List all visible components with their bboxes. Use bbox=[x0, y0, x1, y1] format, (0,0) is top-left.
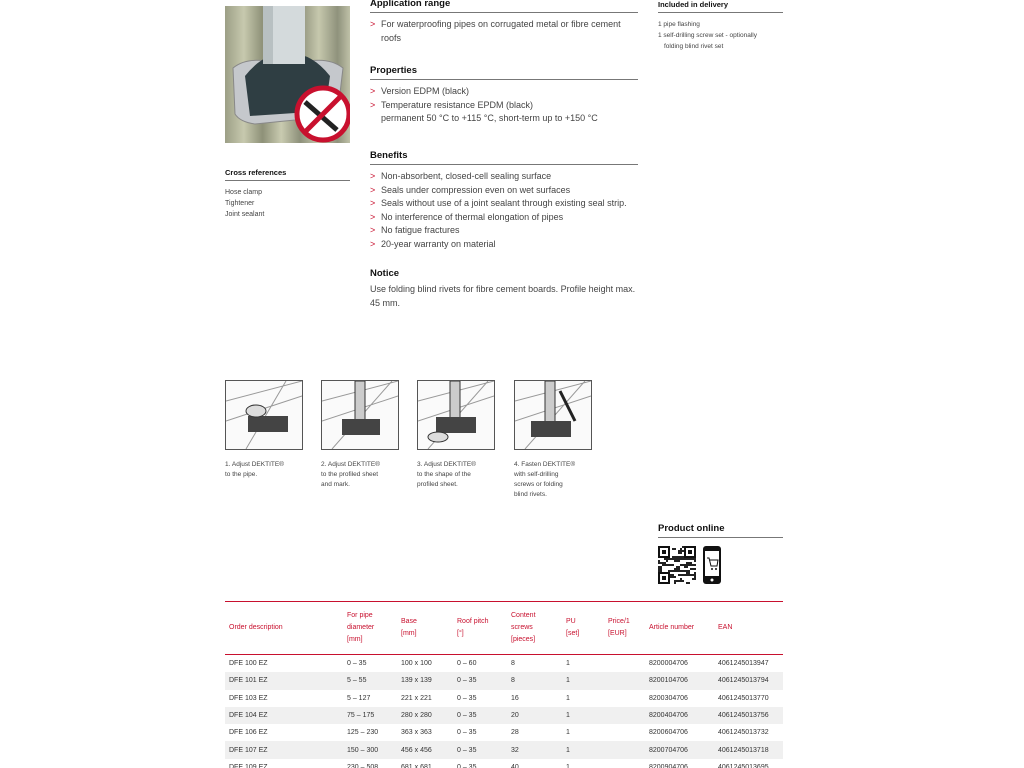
table-row[interactable] bbox=[225, 672, 783, 689]
step-1 bbox=[225, 380, 315, 480]
table-cell: 4061245013947 bbox=[718, 660, 769, 668]
table-cell: 4061245013695 bbox=[718, 763, 769, 768]
table-cell bbox=[604, 759, 645, 768]
table-row[interactable] bbox=[225, 707, 783, 724]
column-header-line: For pipe bbox=[347, 612, 373, 619]
table-cell: 0 – 35 bbox=[457, 729, 477, 737]
table-cell bbox=[604, 672, 645, 689]
notice-section bbox=[370, 268, 638, 310]
table-cell: 221 x 221 bbox=[401, 694, 432, 702]
table-cell: 125 – 230 bbox=[347, 729, 379, 737]
bullet-text: Temperature resistance EPDM (black) bbox=[381, 99, 534, 110]
qr-code-icon[interactable] bbox=[658, 546, 696, 584]
step-caption: 1. Adjust DEKTITE® bbox=[225, 461, 284, 468]
column-header bbox=[397, 602, 453, 655]
included-item: 1 pipe flashing bbox=[658, 21, 700, 28]
table-row[interactable] bbox=[225, 724, 783, 741]
column-header-line: PU bbox=[566, 618, 576, 625]
cross-reference-item[interactable]: Tightener bbox=[225, 200, 255, 207]
step-2-illustration bbox=[321, 380, 399, 450]
column-header bbox=[562, 602, 604, 655]
order-table bbox=[225, 601, 783, 768]
column-header-line: Order description bbox=[229, 624, 283, 631]
step-caption: to the profiled sheet bbox=[321, 471, 379, 478]
column-header bbox=[225, 602, 343, 655]
included-item: folding blind rivet set bbox=[664, 43, 724, 50]
benefits-title: Benefits bbox=[370, 150, 638, 165]
column-header-line: [pieces] bbox=[511, 636, 536, 643]
column-header-line: EAN bbox=[718, 624, 733, 631]
table-cell: 0 – 35 bbox=[347, 660, 367, 668]
step-caption: 3. Adjust DEKTITE® bbox=[417, 461, 476, 468]
column-header bbox=[645, 602, 714, 655]
table-cell: 4061245013718 bbox=[718, 746, 769, 754]
table-cell: 1 bbox=[566, 677, 570, 685]
table-row[interactable] bbox=[225, 690, 783, 707]
step-caption: with self-drilling bbox=[514, 471, 559, 478]
bullet-item: > No interference of thermal elongation of pipes bbox=[370, 211, 638, 225]
notice-text: Use folding blind rivets for fibre cement boards. Profile height max. 45 mm. bbox=[370, 284, 636, 308]
table-cell: 28 bbox=[511, 729, 519, 737]
step-caption: to the shape of the bbox=[417, 471, 471, 478]
table-cell: 1 bbox=[566, 694, 570, 702]
step-3 bbox=[417, 380, 507, 490]
table-cell: 5 – 127 bbox=[347, 694, 371, 702]
step-4-illustration bbox=[514, 380, 592, 450]
table-cell: 456 x 456 bbox=[401, 746, 432, 754]
table-cell: 75 – 175 bbox=[347, 712, 375, 720]
table-body bbox=[225, 655, 783, 768]
table-cell: 32 bbox=[511, 746, 519, 754]
product-online-title: Product online bbox=[658, 523, 783, 538]
table-cell: 8200704706 bbox=[649, 746, 688, 754]
table-cell: 8200104706 bbox=[649, 677, 688, 685]
column-header-line: diameter bbox=[347, 624, 375, 631]
column-header bbox=[507, 602, 562, 655]
table-cell: 8200304706 bbox=[649, 694, 688, 702]
step-1-illustration bbox=[225, 380, 303, 450]
table-cell: DFE 103 EZ bbox=[229, 694, 268, 702]
column-header bbox=[604, 602, 645, 655]
included-section bbox=[658, 0, 783, 52]
table-cell: 139 x 139 bbox=[401, 677, 432, 685]
column-header-line: Base bbox=[401, 618, 417, 625]
table-cell bbox=[604, 655, 645, 673]
table-cell: 230 – 508 bbox=[347, 763, 379, 768]
table-cell: DFE 109 EZ bbox=[229, 763, 268, 768]
step-caption: to the pipe. bbox=[225, 471, 258, 478]
table-cell: 16 bbox=[511, 694, 519, 702]
table-cell: 20 bbox=[511, 712, 519, 720]
table-cell: 0 – 35 bbox=[457, 763, 477, 768]
application-range-section bbox=[370, 0, 638, 45]
cross-reference-item[interactable]: Joint sealant bbox=[225, 211, 265, 218]
table-cell: 4061245013770 bbox=[718, 694, 769, 702]
notice-title: Notice bbox=[370, 268, 400, 279]
table-cell: 0 – 35 bbox=[457, 746, 477, 754]
table-cell: 8200404706 bbox=[649, 712, 688, 720]
table-cell: 681 x 681 bbox=[401, 763, 432, 768]
cross-references-title: Cross references bbox=[225, 168, 350, 181]
table-cell: 1 bbox=[566, 660, 570, 668]
table-cell: DFE 107 EZ bbox=[229, 746, 268, 754]
column-header-line: Content bbox=[511, 612, 536, 619]
table-header-row bbox=[225, 602, 783, 655]
step-4 bbox=[514, 380, 604, 500]
step-caption: profiled sheet. bbox=[417, 481, 458, 488]
column-header-line: [EUR] bbox=[608, 630, 627, 637]
application-range-title: Application range bbox=[370, 0, 638, 13]
table-cell: 8200604706 bbox=[649, 729, 688, 737]
cross-references-section bbox=[225, 168, 350, 220]
table-cell: 1 bbox=[566, 746, 570, 754]
table-cell: 8200904706 bbox=[649, 763, 688, 768]
column-header-line: Roof pitch bbox=[457, 618, 489, 625]
table-cell: 100 x 100 bbox=[401, 660, 432, 668]
column-header-line: [set] bbox=[566, 630, 580, 637]
bullet-item: > No fatigue fractures bbox=[370, 224, 638, 238]
column-header-line: [mm] bbox=[401, 630, 417, 637]
bullet-item: > Non-absorbent, closed-cell sealing surface bbox=[370, 170, 638, 184]
column-header-line: Article number bbox=[649, 624, 695, 631]
table-cell bbox=[604, 741, 645, 758]
table-cell: 4061245013732 bbox=[718, 729, 769, 737]
table-cell: 1 bbox=[566, 763, 570, 768]
properties-section bbox=[370, 65, 638, 126]
table-cell: DFE 104 EZ bbox=[229, 712, 268, 720]
table-cell: DFE 101 EZ bbox=[229, 677, 268, 685]
column-header bbox=[714, 602, 783, 655]
smartphone-cart-icon[interactable] bbox=[702, 546, 722, 584]
step-2 bbox=[321, 380, 411, 490]
bullet-item: > Version EDPM (black) bbox=[370, 85, 638, 99]
table-cell: 363 x 363 bbox=[401, 729, 432, 737]
step-caption: 4. Fasten DEKTITE® bbox=[514, 461, 576, 468]
step-caption: blind rivets. bbox=[514, 491, 547, 498]
step-caption: 2. Adjust DEKTITE® bbox=[321, 461, 380, 468]
table-cell: 0 – 35 bbox=[457, 694, 477, 702]
table-cell bbox=[604, 707, 645, 724]
table-cell: 4061245013794 bbox=[718, 677, 769, 685]
table-row[interactable] bbox=[225, 759, 783, 768]
table-cell: 1 bbox=[566, 712, 570, 720]
step-3-illustration bbox=[417, 380, 495, 450]
column-header bbox=[453, 602, 507, 655]
order-table-container bbox=[225, 601, 783, 768]
properties-title: Properties bbox=[370, 65, 638, 80]
step-caption: and mark. bbox=[321, 481, 350, 488]
table-cell bbox=[604, 724, 645, 741]
bullet-item: > Seals under compression even on wet surfaces bbox=[370, 184, 638, 198]
bullet-text: permanent 50 °C to +115 °C, short-term up to +150 °C bbox=[381, 113, 598, 123]
table-cell: 5 – 55 bbox=[347, 677, 367, 685]
bullet-item: > For waterproofing pipes on corrugated metal or fibre cement roofs bbox=[370, 18, 638, 45]
table-cell: 1 bbox=[566, 729, 570, 737]
table-cell: 4061245013756 bbox=[718, 712, 769, 720]
product-online-section bbox=[658, 523, 783, 584]
product-photo bbox=[225, 6, 350, 143]
included-item: 1 self-drilling screw set - optionally bbox=[658, 32, 757, 39]
table-cell: 8200004706 bbox=[649, 660, 688, 668]
table-cell: 280 x 280 bbox=[401, 712, 432, 720]
table-row[interactable] bbox=[225, 741, 783, 758]
table-cell: 40 bbox=[511, 763, 519, 768]
column-header bbox=[343, 602, 397, 655]
table-cell: DFE 106 EZ bbox=[229, 729, 268, 737]
bullet-item bbox=[370, 99, 638, 126]
column-header-line: Price/1 bbox=[608, 618, 630, 625]
bullet-item: > Seals without use of a joint sealant through existing seal strip. bbox=[370, 197, 638, 211]
column-header-line: [°] bbox=[457, 630, 464, 637]
table-cell: 0 – 35 bbox=[457, 677, 477, 685]
column-header-line: screws bbox=[511, 624, 533, 631]
table-cell: 0 – 60 bbox=[457, 660, 477, 668]
table-cell bbox=[604, 690, 645, 707]
bullet-item: > 20-year warranty on material bbox=[370, 238, 638, 252]
table-row[interactable] bbox=[225, 655, 783, 673]
table-cell: 0 – 35 bbox=[457, 712, 477, 720]
included-title: Included in delivery bbox=[658, 0, 783, 13]
cross-reference-item[interactable]: Hose clamp bbox=[225, 189, 262, 196]
table-cell: 8 bbox=[511, 660, 515, 668]
table-cell: 150 – 300 bbox=[347, 746, 379, 754]
step-caption: screws or folding bbox=[514, 481, 563, 488]
column-header-line: [mm] bbox=[347, 636, 363, 643]
table-cell: 8 bbox=[511, 677, 515, 685]
benefits-section bbox=[370, 150, 638, 251]
pipe-flashing-image bbox=[225, 6, 350, 143]
table-cell: DFE 100 EZ bbox=[229, 660, 268, 668]
